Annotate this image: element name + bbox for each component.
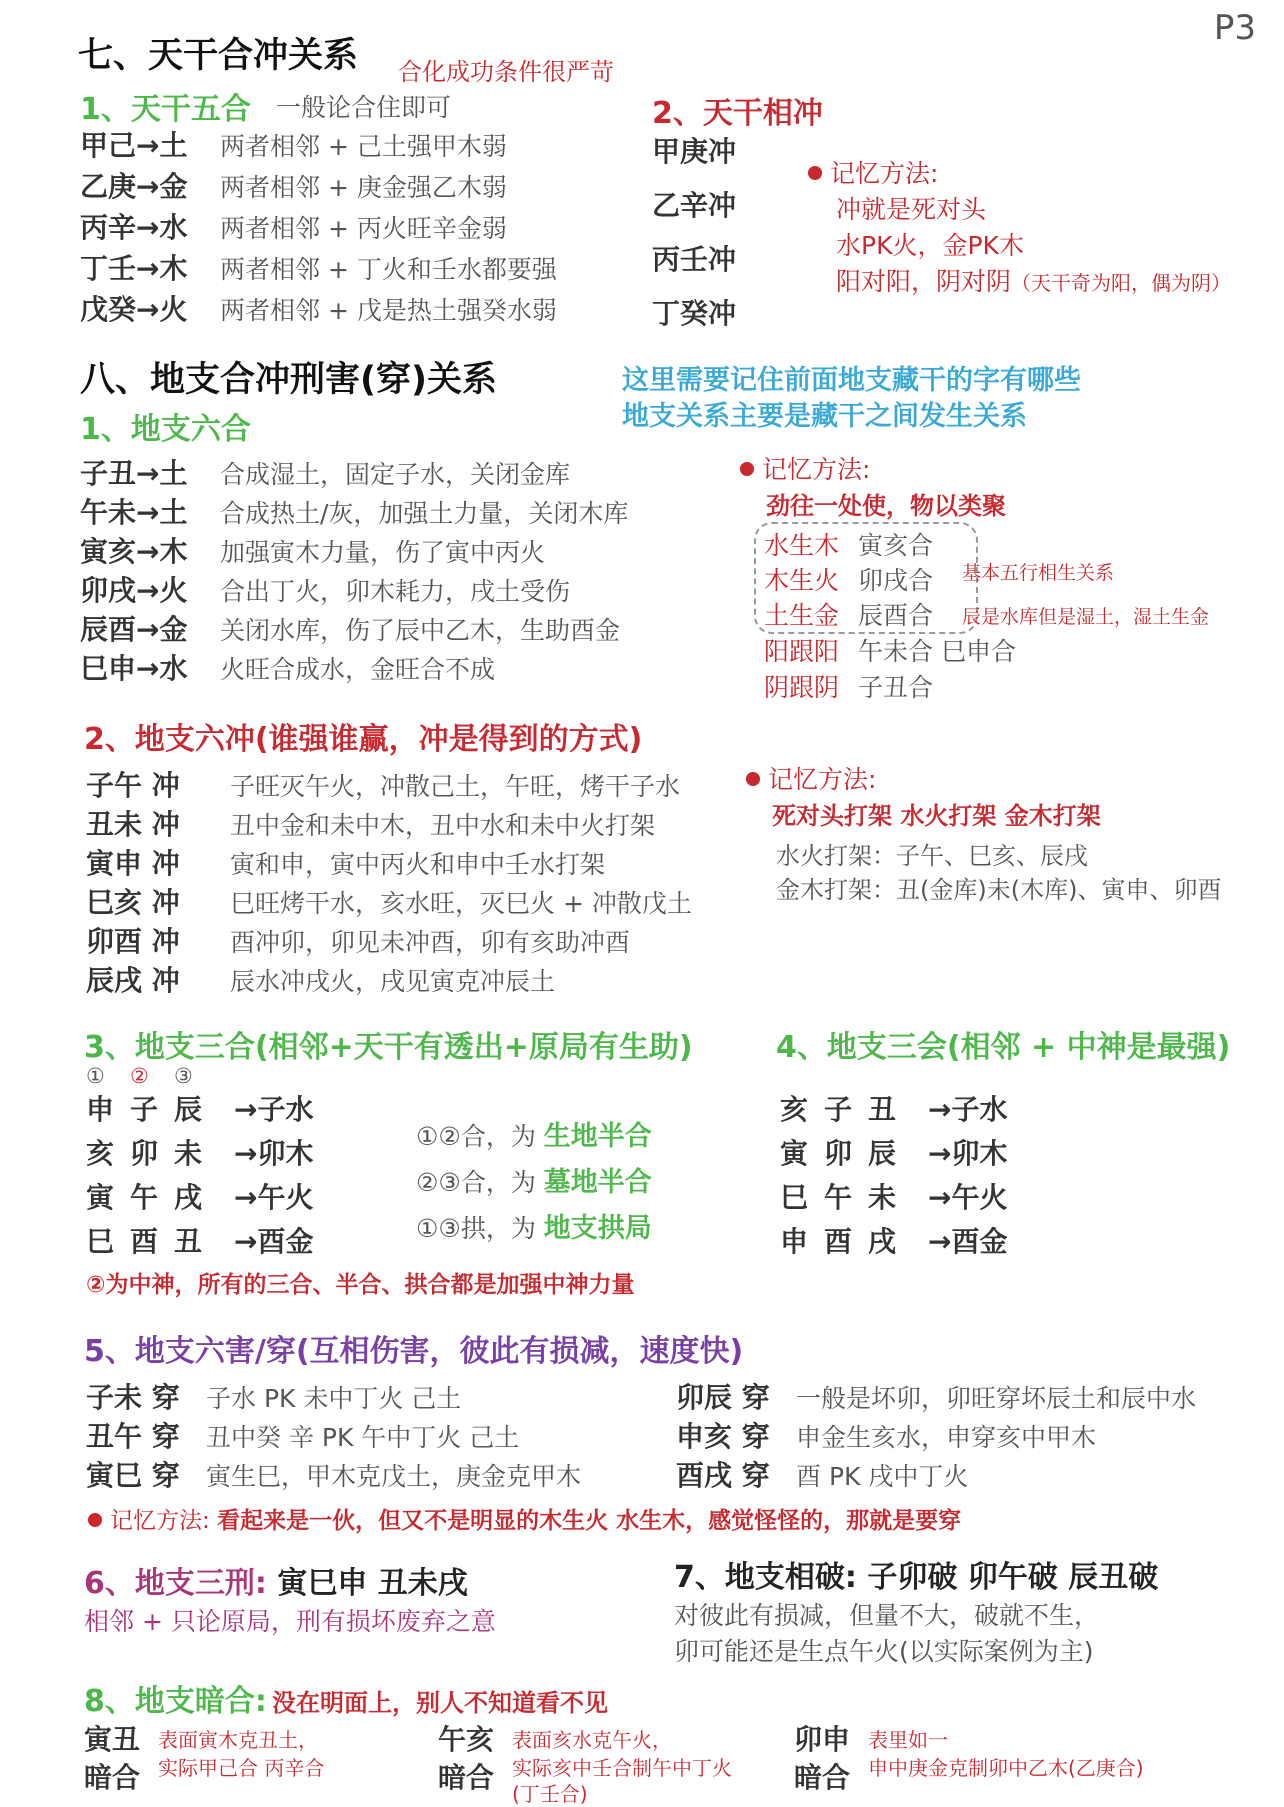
list-item — [86, 842, 605, 882]
half-highlight: 地支拱局 — [543, 1213, 652, 1244]
list-item — [676, 1376, 1196, 1416]
memory-main: 阳对阳，阴对阴 — [836, 267, 1012, 296]
list-item — [676, 1454, 968, 1494]
list-item — [780, 1132, 1007, 1172]
anhe-title: 8、地支暗合: — [84, 1684, 267, 1719]
sanhe-half-item — [416, 1114, 652, 1153]
half-highlight: 墓地半合 — [543, 1167, 652, 1198]
sanhe-half-item — [416, 1160, 652, 1199]
xiangpo-desc: 对彼此有损减，但量不大，破就不生， — [674, 1601, 1100, 1630]
sanhe-c: 未 — [174, 1137, 203, 1170]
xiangchong-memory-line: 冲就是死对头 — [836, 195, 987, 224]
dizhi-liuhai-title: 5、地支六害/穿(互相伤害，彼此有损减，速度快) — [84, 1334, 744, 1369]
liuhai-desc: 子水 PK 未中丁火 己土 — [206, 1384, 462, 1413]
liuhe-memory-bold: 劲往一处使，物以类聚 — [766, 492, 1006, 520]
liuhe-pair — [764, 632, 1016, 668]
anhe-key: 暗合 — [794, 1761, 851, 1794]
liuchong-key: 卯酉 冲 — [86, 925, 180, 958]
sanhui-c: 未 — [868, 1181, 897, 1214]
liuhe-desc: 合成热土/灰，加强土力量，关闭木库 — [220, 499, 629, 528]
anhe-line: 表里如一 — [868, 1728, 948, 1752]
list-item — [80, 530, 545, 570]
dizhi-liuhe-list — [80, 452, 700, 692]
liuchong-desc: 寅和申，寅中丙火和申中壬水打架 — [230, 850, 606, 879]
list-item — [780, 1220, 1007, 1260]
liuhe-pair — [764, 561, 933, 597]
sanhui-a: 巳 — [780, 1181, 809, 1214]
xiangchong-item: 甲庚冲 — [652, 135, 737, 168]
list-item — [80, 165, 507, 205]
wuhe-desc: 两者相邻 + 丙火旺辛金弱 — [220, 214, 507, 243]
pair-red: 阴跟阴 — [764, 673, 840, 702]
tiangan-wuhe-subtitle: 一般论合住即可 — [276, 93, 452, 122]
xiangchong-item: 丁癸冲 — [652, 297, 737, 330]
liuhai-key: 丑午 穿 — [86, 1420, 180, 1453]
liuhe-key: 寅亥→木 — [80, 535, 188, 568]
sanhui-b: 卯 — [824, 1137, 853, 1170]
liuchong-key: 巳亥 冲 — [86, 886, 180, 919]
half-pre: ②③合，为 — [416, 1168, 536, 1197]
dizhi-xiangpo-title — [674, 1552, 1158, 1596]
list-item — [80, 124, 507, 164]
liuchong-key: 丑未 冲 — [86, 808, 180, 841]
tiangan-wuhe-title: 1、天干五合 — [80, 92, 251, 127]
list-item — [86, 1454, 581, 1494]
sanhui-a: 申 — [780, 1225, 809, 1258]
sanhui-result: →午火 — [928, 1181, 1008, 1214]
liuhai-memory-bold: 看起来是一伙，但又不是明显的木生火 水生木，感觉怪怪的，那就是要穿 — [217, 1508, 962, 1534]
liuhe-key: 巳申→水 — [80, 652, 188, 685]
liuhai-key: 子未 穿 — [86, 1381, 180, 1414]
liuchong-memory-bold: 死对头打架 水火打架 金木打架 — [772, 802, 1101, 830]
liuhai-key: 申亥 穿 — [676, 1420, 770, 1453]
sanhe-a: 申 — [86, 1093, 115, 1126]
sanhe-b: 子 — [130, 1093, 159, 1126]
list-item — [80, 452, 570, 492]
pair-gray: 寅亥合 — [858, 531, 934, 560]
section-8-blue-note: 这里需要记住前面地支藏干的字有哪些 — [622, 365, 1081, 396]
sanhui-a: 亥 — [780, 1093, 809, 1126]
wuhe-desc: 两者相邻 + 庚金强乙木弱 — [220, 173, 507, 202]
half-pre: ①③拱，为 — [416, 1214, 536, 1243]
half-highlight: 生地半合 — [543, 1121, 652, 1152]
list-item — [86, 1132, 313, 1172]
liuhai-key: 酉戌 穿 — [676, 1459, 770, 1492]
sanhe-marker: ② — [130, 1064, 149, 1088]
wuhe-desc: 两者相邻 + 戊是热土强癸水弱 — [220, 296, 557, 325]
list-item — [86, 1176, 313, 1216]
sanhe-half-item — [416, 1206, 652, 1245]
xiangpo-title-text: 7、地支相破: — [674, 1560, 857, 1595]
liuhai-desc: 申金生亥水，申穿亥中甲木 — [796, 1423, 1097, 1452]
pair-gray: 子丑合 — [858, 673, 934, 702]
liuchong-desc: 酉冲卯，卯见未冲酉，卯有亥助冲酉 — [230, 928, 631, 957]
sanhe-c: 戌 — [174, 1181, 203, 1214]
anhe-line: 实际亥中壬合制午中丁火 — [512, 1756, 732, 1780]
pair-red: 土生金 — [764, 601, 840, 630]
liuhe-key: 午未→土 — [80, 496, 188, 529]
anhe-key: 暗合 — [438, 1761, 495, 1794]
sanhui-grid — [780, 1088, 1080, 1268]
anhe-line: 表面寅木克丑土， — [158, 1728, 318, 1752]
pair-red: 木生火 — [764, 566, 840, 595]
sanhui-result: →酉金 — [928, 1225, 1008, 1258]
sanhe-footnote: ②为中神，所有的三合、半合、拱合都是加强中神力量 — [86, 1272, 635, 1298]
dizhi-liuchong-list — [86, 764, 726, 1004]
liuchong-desc: 巳旺烤干水，亥水旺，灭巳火 + 冲散戊土 — [230, 889, 692, 918]
list-item — [676, 1415, 1096, 1455]
liuhe-desc: 火旺合成水，金旺合不成 — [220, 655, 496, 684]
dizhi-sanxing-title — [84, 1558, 468, 1602]
liuhai-desc: 寅生巳，甲木克戊土，庚金克甲木 — [206, 1462, 582, 1491]
pair-gray: 卯戌合 — [858, 566, 934, 595]
anhe-key: 午亥 — [438, 1723, 495, 1756]
list-item — [86, 1415, 519, 1455]
liuhai-memory-label: 记忆方法: — [88, 1508, 210, 1534]
liuhai-right-list — [676, 1376, 1276, 1496]
dizhi-anhe-header — [84, 1676, 608, 1720]
anhe-group — [84, 1718, 444, 1798]
liuchong-desc: 子旺灭午火，冲散己土，午旺，烤干子水 — [230, 772, 681, 801]
sanhe-c: 丑 — [174, 1225, 203, 1258]
sanhui-c: 丑 — [868, 1093, 897, 1126]
liuhe-desc: 关闭水库，伤了辰中乙木，生助酉金 — [220, 616, 621, 645]
list-item — [80, 288, 557, 328]
liuchong-memory-label: 记忆方法: — [746, 760, 876, 796]
liuhai-memory — [88, 1502, 961, 1535]
pair-red: 阳跟阳 — [764, 637, 840, 666]
sanhui-c: 辰 — [868, 1137, 897, 1170]
sanhe-result: →午火 — [234, 1181, 314, 1214]
liuchong-desc: 辰水冲戌火，戌见寅克冲辰土 — [230, 967, 556, 996]
liuchong-key: 辰戌 冲 — [86, 964, 180, 997]
sanhe-grid — [86, 1088, 386, 1268]
section-8-title: 八、地支合冲刑害(穿)关系 — [80, 360, 497, 400]
list-item — [86, 959, 555, 999]
anhe-subtitle: 没在明面上，别人不知道看不见 — [271, 1689, 608, 1717]
xiangchong-item: 乙辛冲 — [652, 189, 737, 222]
sanhui-result: →卯木 — [928, 1137, 1008, 1170]
sanhe-b: 酉 — [130, 1225, 159, 1258]
liuhe-pair — [764, 596, 933, 632]
anhe-group — [438, 1718, 798, 1806]
liuhe-chen-note: 辰是水库但是湿土，湿土生金 — [962, 606, 1210, 628]
section-7-note: 合化成功条件很严苛 — [398, 58, 614, 86]
list-item — [80, 608, 620, 648]
xiangchong-memory-line: 水PK火，金PK木 — [836, 231, 1024, 260]
tiangan-wuhe-list — [80, 124, 600, 334]
sanhe-result: →子水 — [234, 1093, 314, 1126]
liuhai-desc: 酉 PK 戌中丁火 — [796, 1462, 969, 1491]
sanhe-marker: ① — [86, 1064, 105, 1088]
sanhui-c: 戌 — [868, 1225, 897, 1258]
sanhui-b: 子 — [824, 1093, 853, 1126]
xiangchong-memory-label: 记忆方法: — [808, 154, 938, 190]
sanhe-c: 辰 — [174, 1093, 203, 1126]
liuchong-key: 寅申 冲 — [86, 847, 180, 880]
list-item — [80, 569, 570, 609]
liuhai-left-list — [86, 1376, 686, 1496]
liuhe-wuxing-note: 基本五行相生关系 — [962, 562, 1115, 584]
sanhe-a: 巳 — [86, 1225, 115, 1258]
tiangan-xiangchong-title: 2、天干相冲 — [652, 96, 823, 131]
anhe-key: 卯申 — [794, 1723, 851, 1756]
list-item — [80, 491, 628, 531]
sanhui-b: 午 — [824, 1181, 853, 1214]
anhe-line: 实际甲己合 丙辛合 — [158, 1756, 325, 1780]
half-pre: ①②合，为 — [416, 1122, 536, 1151]
xiangpo-items: 子卯破 卯午破 辰丑破 — [867, 1560, 1159, 1595]
list-item — [86, 764, 680, 804]
page-label: P3 — [1213, 8, 1256, 48]
wuhe-key: 甲己→土 — [80, 129, 188, 162]
list-item — [80, 206, 507, 246]
anhe-line: 表面亥水克午火， — [512, 1728, 672, 1752]
pair-gray: 午未合 巳申合 — [858, 637, 1016, 666]
sanhui-b: 酉 — [824, 1225, 853, 1258]
list-item — [86, 920, 630, 960]
dizhi-sanhui-title: 4、地支三会(相邻 + 中神是最强) — [776, 1030, 1231, 1065]
wuhe-key: 丁壬→木 — [80, 252, 188, 285]
anhe-line: (丁壬合) — [512, 1782, 588, 1806]
dizhi-liuchong-title: 2、地支六冲(谁强谁赢，冲是得到的方式) — [84, 722, 643, 757]
anhe-line: 申中庚金克制卯中乙木(乙庚合) — [868, 1756, 1144, 1780]
sanhe-a: 寅 — [86, 1181, 115, 1214]
pair-red: 水生木 — [764, 531, 840, 560]
anhe-group — [794, 1718, 1264, 1798]
sanhe-a: 亥 — [86, 1137, 115, 1170]
dizhi-liuhe-title: 1、地支六合 — [80, 412, 251, 447]
dizhi-sanhe-title: 3、地支三合(相邻+天干有透出+原局有生助) — [84, 1030, 693, 1065]
list-item — [80, 247, 557, 287]
section-7-title: 七、天干合冲关系 — [78, 36, 359, 76]
list-item — [780, 1088, 1007, 1128]
anhe-key: 暗合 — [84, 1761, 141, 1794]
sanhe-b: 卯 — [130, 1137, 159, 1170]
liuhe-key: 卯戌→火 — [80, 574, 188, 607]
liuhai-desc: 一般是坏卯，卯旺穿坏辰土和辰中水 — [796, 1384, 1197, 1413]
list-item — [86, 1088, 313, 1128]
anhe-key: 寅丑 — [84, 1723, 141, 1756]
liuhai-key: 卯辰 穿 — [676, 1381, 770, 1414]
sanhe-b: 午 — [130, 1181, 159, 1214]
wuhe-key: 乙庚→金 — [80, 170, 188, 203]
liuhai-key: 寅巳 穿 — [86, 1459, 180, 1492]
xiangchong-item: 丙壬冲 — [652, 243, 737, 276]
sanhe-result: →酉金 — [234, 1225, 314, 1258]
wuhe-key: 戊癸→火 — [80, 293, 188, 326]
list-item — [86, 1220, 313, 1260]
liuhe-pair — [764, 668, 933, 704]
wuhe-desc: 两者相邻 + 丁火和壬水都要强 — [220, 255, 557, 284]
list-item — [86, 803, 655, 843]
wuhe-key: 丙辛→水 — [80, 211, 188, 244]
liuhe-key: 辰酉→金 — [80, 613, 188, 646]
liuhe-key: 子丑→土 — [80, 457, 188, 490]
liuhe-desc: 加强寅木力量，伤了寅中丙火 — [220, 538, 546, 567]
liuchong-memory-line: 水火打架：子午、巳亥、辰戌 — [776, 842, 1088, 870]
list-item — [80, 647, 495, 687]
liuhe-pair — [764, 526, 933, 562]
pair-gray: 辰酉合 — [858, 601, 934, 630]
wuhe-desc: 两者相邻 + 己土强甲木弱 — [220, 132, 507, 161]
list-item — [86, 1376, 461, 1416]
list-item — [86, 881, 692, 921]
liuchong-key: 子午 冲 — [86, 769, 180, 802]
sanhui-a: 寅 — [780, 1137, 809, 1170]
xiangchong-memory-line3 — [836, 262, 1231, 298]
xiangpo-desc: 卯可能还是生点午火(以实际案例为主) — [674, 1637, 1094, 1666]
sanxing-desc: 相邻 + 只论原局，刑有损坏废弃之意 — [84, 1607, 496, 1636]
section-8-blue-note: 地支关系主要是藏干之间发生关系 — [622, 401, 1027, 432]
sanxing-items: 寅巳申 丑未戌 — [277, 1566, 468, 1601]
sanhe-result: →卯木 — [234, 1137, 314, 1170]
sanhe-marker: ③ — [174, 1064, 193, 1088]
liuhe-desc: 合成湿土，固定子水，关闭金库 — [220, 460, 571, 489]
list-item — [780, 1176, 1007, 1216]
liuchong-desc: 丑中金和未中木，丑中水和未中火打架 — [230, 811, 656, 840]
memory-small: （天干奇为阳，偶为阴） — [1011, 271, 1232, 295]
liuhe-desc: 合出丁火，卯木耗力，戌土受伤 — [220, 577, 571, 606]
sanhui-result: →子水 — [928, 1093, 1008, 1126]
liuhe-memory-label: 记忆方法: — [740, 450, 870, 486]
liuhai-desc: 丑中癸 辛 PK 午中丁火 己土 — [206, 1423, 520, 1452]
liuchong-memory-line: 金木打架：丑(金库)未(木库)、寅申、卯酉 — [776, 876, 1222, 904]
sanxing-title-text: 6、地支三刑: — [84, 1566, 267, 1601]
